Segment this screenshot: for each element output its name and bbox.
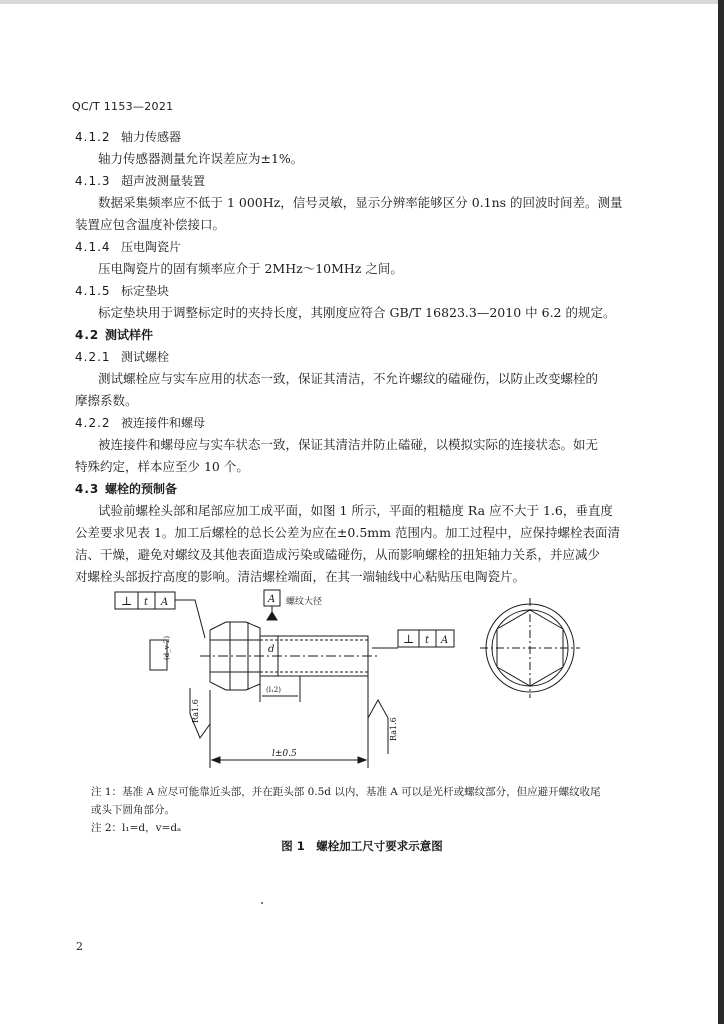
scan-right-edge	[718, 0, 724, 1024]
svg-text:A: A	[441, 635, 449, 646]
section-heading-4-1-3	[75, 172, 205, 190]
svg-text:A: A	[268, 594, 276, 605]
section-number: 4.2.1	[75, 350, 111, 364]
roughness-symbol-right	[368, 700, 398, 754]
bolt-end-view	[480, 598, 580, 698]
section-title: 超声波测量装置	[121, 174, 206, 188]
paragraph-line: 公差要求见表 1。加工后螺栓的总长公差为应在±0.5mm 范围内。加工过程中，应保持螺栓表面清	[75, 525, 620, 540]
paragraph-line: 轴力传感器测量允许误差应为±1%。	[98, 151, 304, 166]
paragraph-line: 试验前螺栓头部和尾部应加工成平面，如图 1 所示，平面的粗糙度 Ra 应不大于 1.6，垂直度	[98, 503, 613, 518]
diameter-label: d	[268, 644, 275, 655]
paragraph-line: 数据采集频率应不低于 1 000Hz，信号灵敏，显示分辨率能够区分 0.1ns 的回波时间差。测量	[98, 195, 623, 210]
paragraph-line: 洁、干燥，避免对螺纹及其他表面造成污染或磕碰伤，从而影响螺栓的扭矩轴力关系，并应减少	[75, 547, 601, 562]
svg-text:Ra1.6: Ra1.6	[191, 699, 200, 723]
figure-note-1-cont: 或头下圆角部分。	[91, 804, 175, 816]
section-heading-4-1-5	[75, 282, 169, 300]
paragraph-line: 测试螺栓应与实车应用的状态一致，保证其清洁，不允许螺纹的磕碰伤，以防止改变螺栓的	[98, 371, 599, 386]
bolt-head	[210, 622, 260, 690]
section-heading-4-2-1	[75, 348, 169, 366]
paragraph-line: 压电陶瓷片的固有频率应介于 2MHz～10MHz 之间。	[98, 261, 403, 276]
perpendicularity-symbol: ⊥	[121, 594, 133, 608]
page-number: 2	[76, 940, 83, 953]
section-title: 螺栓的预制备	[105, 482, 178, 496]
figure-caption: 图 1 螺栓加工尺寸要求示意图	[281, 839, 443, 853]
section-number: 4.2	[75, 328, 100, 342]
section-title: 轴力传感器	[121, 130, 182, 144]
section-title: 测试样件	[105, 328, 154, 342]
document-code: QC/T 1153—2021	[72, 100, 174, 113]
paragraph-line: 特殊约定，样本应至少 10 个。	[75, 459, 249, 474]
section-title: 压电陶瓷片	[121, 240, 182, 254]
paragraph-line: 被连接件和螺母应与实车状态一致，保证其清洁并防止磕碰，以模拟实际的连接状态。如无	[98, 437, 599, 452]
paragraph-line: 装置应包含温度补偿接口。	[75, 217, 226, 232]
paragraph-line: 对螺栓头部扳拧高度的影响。清洁螺栓端面，在其一端轴线中心粘贴压电陶瓷片。	[75, 569, 526, 584]
datum-reference: A	[161, 597, 169, 608]
bolt-shank	[200, 636, 380, 676]
section-title: 测试螺栓	[121, 350, 170, 364]
section-title: 被连接件和螺母	[121, 416, 206, 430]
scan-speck	[261, 902, 263, 904]
datum-label: 螺纹大径	[286, 597, 323, 607]
section-number: 4.1.3	[75, 174, 111, 188]
section-number: 4.1.5	[75, 284, 111, 298]
tolerance-value: t	[144, 597, 149, 608]
l1-label: (l₁2)	[266, 686, 281, 694]
scan-top-edge	[0, 0, 724, 4]
length-label: l±0.5	[272, 749, 297, 759]
section-number: 4.3	[75, 482, 100, 496]
section-heading-4-1-4	[75, 238, 181, 256]
figure-note-1: 注 1：基准 A 应尽可能靠近头部，并在距头部 0.5d 以内，基准 A 可以是光杆或螺纹部分，但应避开螺纹收尾	[91, 786, 601, 798]
section-heading-4-2-2	[75, 414, 205, 432]
tolerance-frame-right	[372, 630, 454, 648]
svg-text:t: t	[425, 635, 430, 646]
paragraph-line: 摩擦系数。	[75, 393, 138, 408]
section-heading-4-2	[75, 326, 153, 344]
tolerance-frame-left	[115, 592, 205, 638]
section-number: 4.1.4	[75, 240, 111, 254]
roughness-symbol-left	[190, 688, 210, 738]
bolt-drawing	[0, 578, 724, 778]
figure-note-2: 注 2：l₁=d，v=dₐ	[91, 822, 182, 834]
section-number: 4.1.2	[75, 130, 111, 144]
dia-note: (d_v 2)	[163, 635, 171, 660]
section-heading-4-3	[75, 480, 177, 498]
section-title: 标定垫块	[121, 284, 170, 298]
section-heading-4-1-2	[75, 128, 181, 146]
svg-text:⊥: ⊥	[403, 632, 415, 646]
section-number: 4.2.2	[75, 416, 111, 430]
svg-text:Ra1.6: Ra1.6	[389, 717, 398, 741]
datum-a-box	[264, 590, 322, 620]
paragraph-line: 标定垫块用于调整标定时的夹持长度，其刚度应符合 GB/T 16823.3—2010 中 6.2 的规定。	[98, 305, 616, 320]
